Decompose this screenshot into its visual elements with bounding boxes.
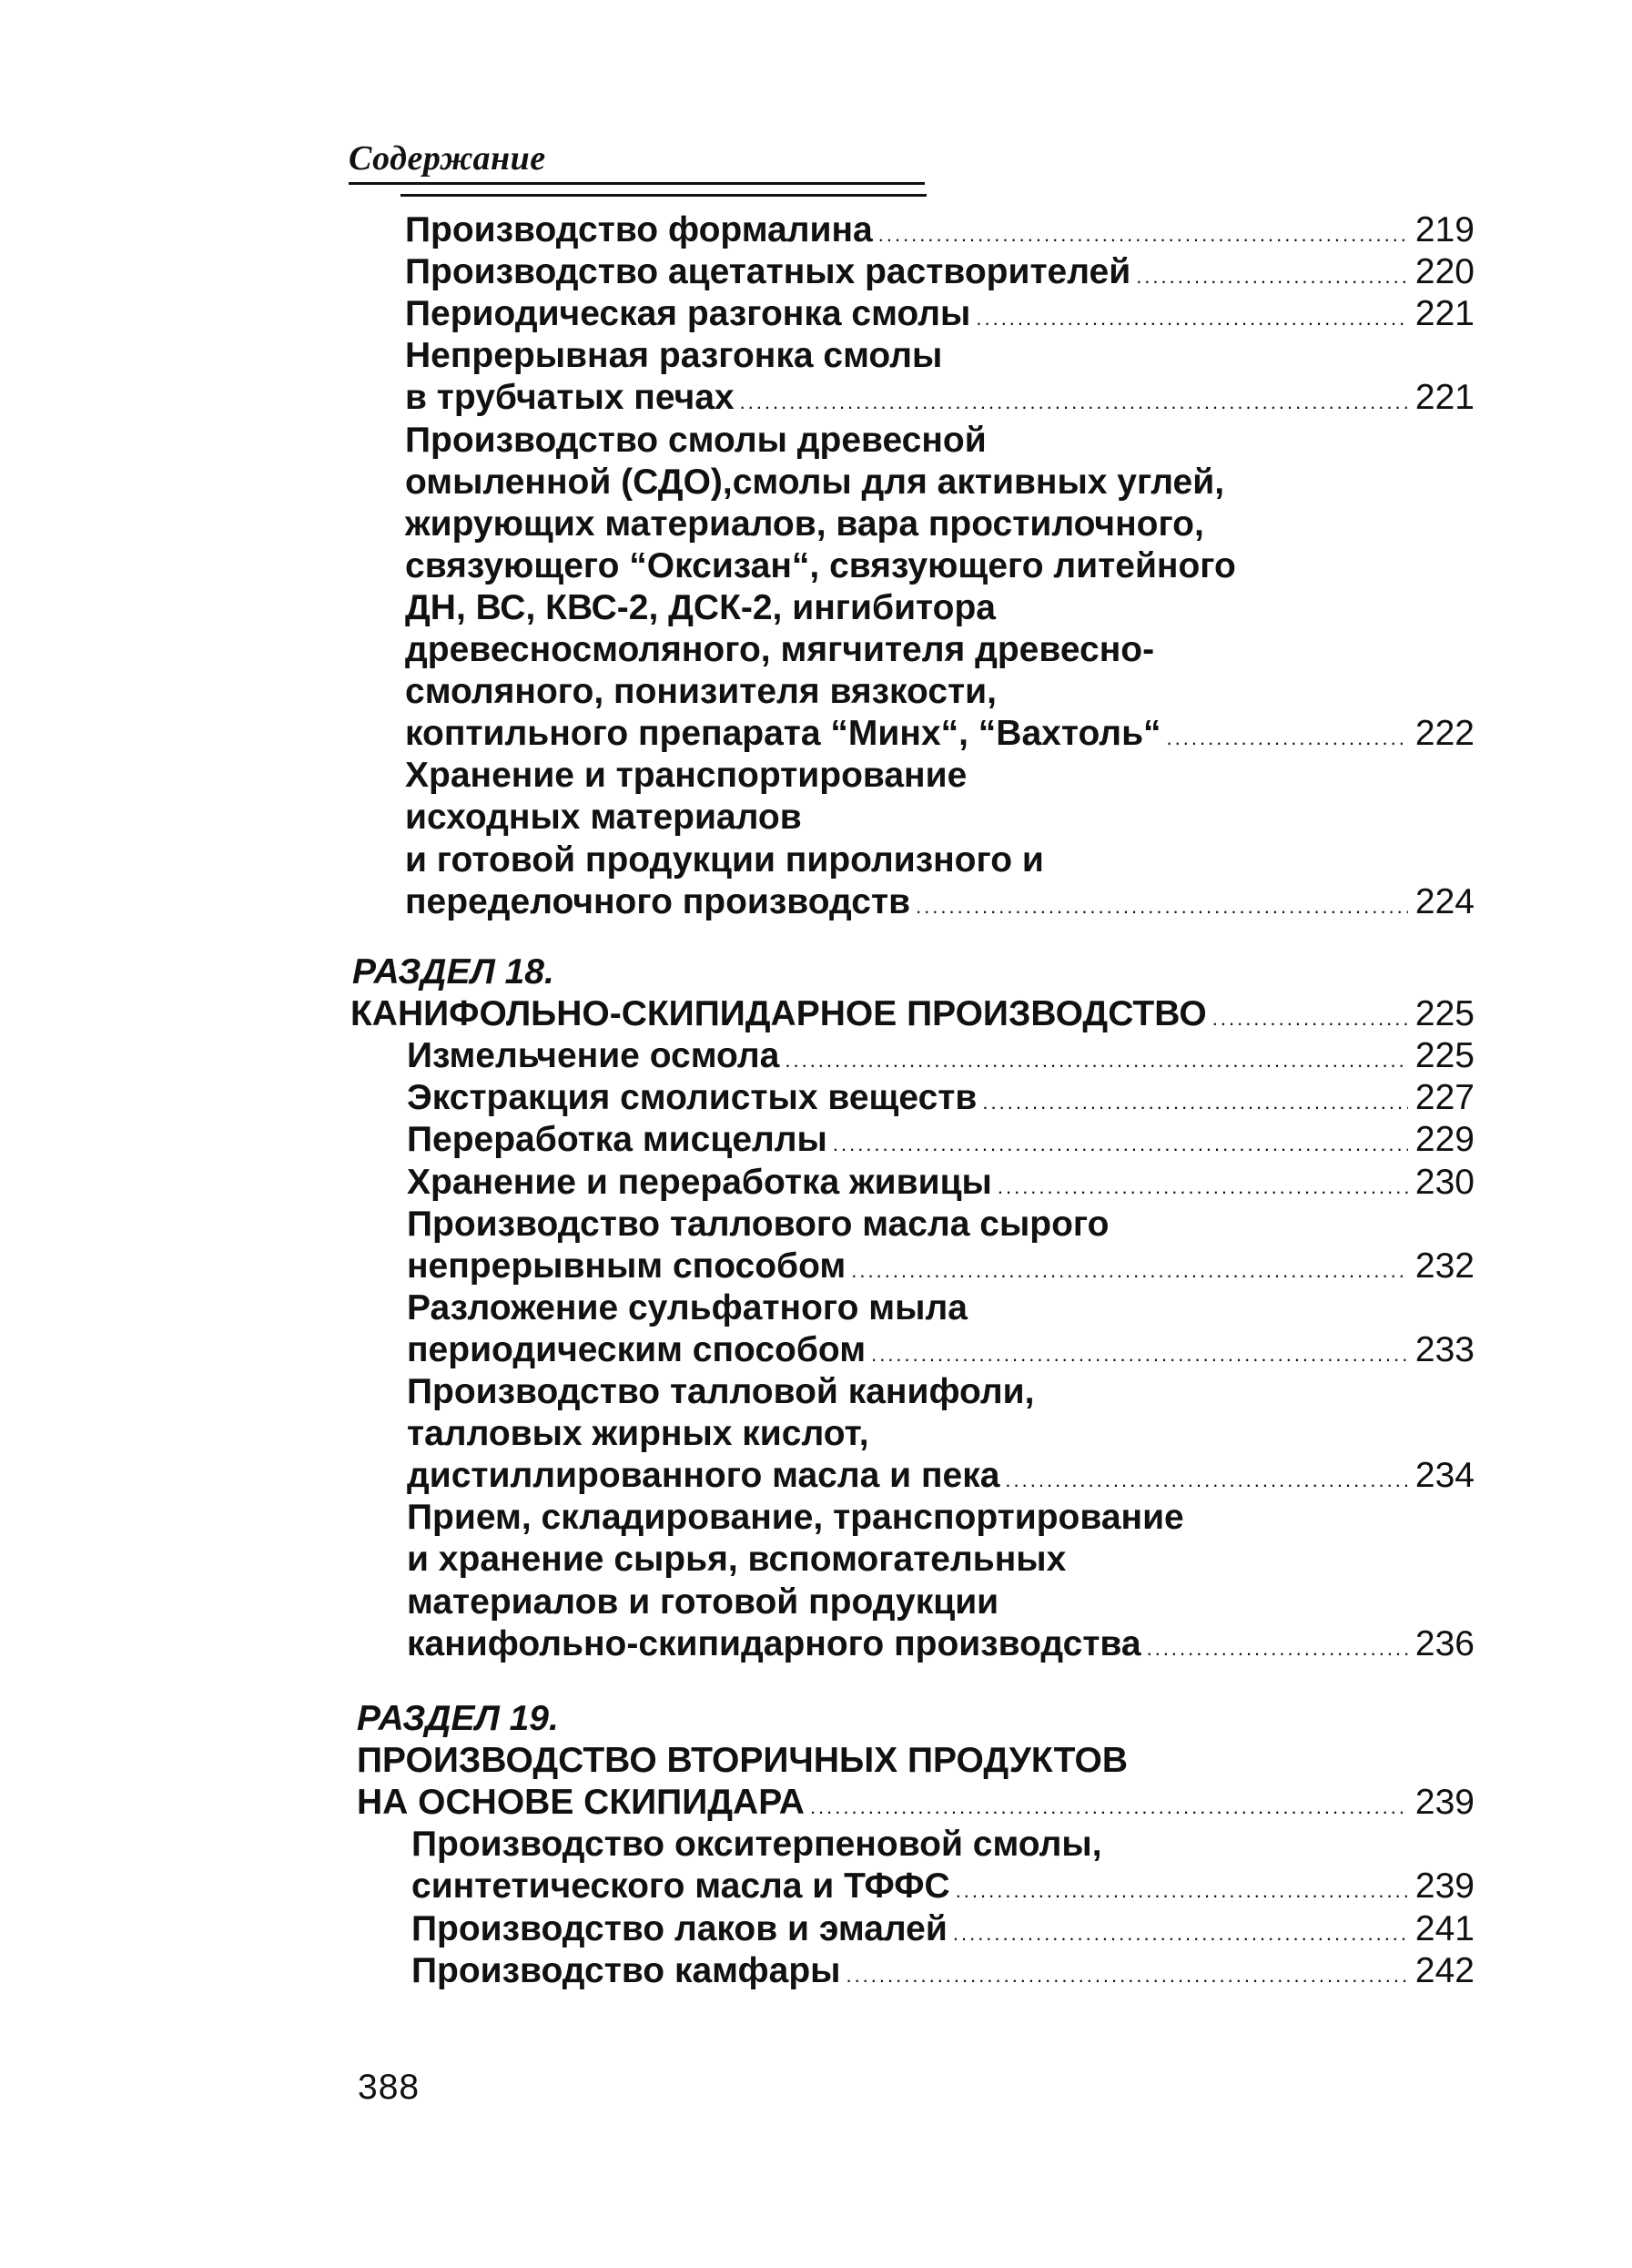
section-19-title: ПРОИЗВОДСТВО ВТОРИЧНЫХ ПРОДУКТОВ <box>357 1741 1129 1781</box>
toc-entry <box>407 1119 1475 1165</box>
entry-text: Прием, складирование, транспортирование <box>407 1498 1184 1538</box>
entry-text: ДН, ВС, КВС-2, ДСК-2, ингибитора <box>405 587 996 627</box>
toc-entry-line <box>405 462 1224 503</box>
entry-text: древесносмоляного, мягчителя древесно- <box>405 630 1155 669</box>
toc-entry <box>405 209 1475 256</box>
toc-entry-line <box>405 587 996 629</box>
dot-leader <box>976 298 1408 340</box>
toc-entry <box>407 1455 1475 1501</box>
entry-text: Производство формалина <box>405 210 873 249</box>
toc-entry-line <box>405 545 1236 587</box>
dot-leader <box>998 1166 1408 1208</box>
entry-text: Производство ацетатных растворителей <box>405 252 1131 292</box>
entry-text: в трубчатых печах <box>405 378 735 418</box>
entry-page-number: 229 <box>1414 1120 1475 1160</box>
section-18-title <box>350 993 1475 1040</box>
entry-text: Хранение и переработка живицы <box>407 1162 992 1202</box>
entry-text: материалов и готовой продукции <box>407 1581 999 1622</box>
entry-page-number: 230 <box>1414 1162 1475 1202</box>
entry-text: исходных материалов <box>405 798 802 838</box>
entry-text: Экстракция смолистых веществ <box>407 1078 978 1118</box>
entry-page-number: 220 <box>1414 252 1475 292</box>
toc-entry-line <box>405 503 1204 545</box>
entry-text: Производство лаков и эмалей <box>411 1908 948 1948</box>
dot-leader <box>851 1250 1408 1292</box>
toc-entry-line <box>407 1497 1184 1539</box>
toc-entry-line <box>407 1581 998 1623</box>
dot-leader <box>916 886 1408 928</box>
entry-page-number: 239 <box>1414 1783 1475 1823</box>
toc-entry-line <box>405 629 1154 671</box>
toc-entry-line <box>407 1539 1066 1581</box>
toc-entry <box>405 293 1475 340</box>
entry-text: Измельчение осмола <box>407 1036 780 1076</box>
entry-text: Производство смолы древесной <box>405 420 987 460</box>
entry-text: Производство камфары <box>411 1950 841 1990</box>
entry-text: КАНИФОЛЬНО-СКИПИДАРНОЕ ПРОИЗВОДСТВО <box>350 994 1207 1034</box>
section-19-label: РАЗДЕЛ 19. <box>357 1699 559 1738</box>
toc-entry-line <box>407 1287 968 1329</box>
entry-page-number: 241 <box>1414 1908 1475 1948</box>
entry-text: Хранение и транспортирование <box>405 756 968 796</box>
header-rule-bottom <box>400 194 927 197</box>
entry-text: Разложение сульфатного мыла <box>407 1287 968 1327</box>
entry-text: синтетического масла и ТФФС <box>411 1866 950 1907</box>
entry-text: канифольно-скипидарного производства <box>407 1623 1141 1663</box>
entry-page-number: 233 <box>1414 1329 1475 1369</box>
toc-entry <box>405 881 1475 928</box>
dot-leader <box>956 1870 1408 1912</box>
toc-entry-line <box>405 335 942 377</box>
dot-leader <box>878 214 1408 256</box>
dot-leader <box>833 1124 1408 1165</box>
dot-leader <box>740 381 1408 423</box>
dot-leader <box>1212 998 1408 1040</box>
toc-entry-line <box>405 839 1044 881</box>
toc-entry <box>405 251 1475 298</box>
entry-text: Производство таллового масла сырого <box>407 1204 1110 1244</box>
toc-entry <box>411 1950 1475 1997</box>
entry-page-number: 224 <box>1414 881 1475 921</box>
entry-text: и готовой продукции пиролизного и <box>405 839 1044 880</box>
entry-page-number: 234 <box>1414 1456 1475 1496</box>
section-19-title-end <box>357 1782 1475 1828</box>
toc-entry-line <box>411 1824 1102 1866</box>
entry-text: Производство талловой канифоли, <box>407 1372 1035 1411</box>
dot-leader <box>1136 256 1408 298</box>
toc-entry <box>407 1246 1475 1292</box>
entry-text: Переработка мисцеллы <box>407 1120 827 1160</box>
entry-text: и хранение сырья, вспомогательных <box>407 1540 1067 1580</box>
running-head: Содержание <box>349 139 546 178</box>
entry-page-number: 219 <box>1414 210 1475 249</box>
entry-text: дистиллированного масла и пека <box>407 1456 1000 1496</box>
entry-page-number: 225 <box>1414 994 1475 1034</box>
dot-leader <box>953 1913 1408 1955</box>
dot-leader <box>1167 717 1408 759</box>
entry-text: переделочного производств <box>405 881 911 921</box>
entry-text: омыленной (СДО),смолы для активных углей, <box>405 462 1225 502</box>
toc-entry <box>407 1623 1475 1670</box>
page-number: 388 <box>358 2068 421 2107</box>
entry-page-number: 239 <box>1414 1866 1475 1907</box>
toc-entry-line <box>407 1204 1110 1246</box>
toc-entry <box>407 1329 1475 1376</box>
toc-entry <box>411 1908 1475 1955</box>
entry-text: талловых жирных кислот, <box>407 1414 869 1454</box>
header-rule-top <box>349 182 925 185</box>
dot-leader <box>871 1334 1408 1376</box>
entry-text: связующего “Оксизан“, связующего литейного <box>405 545 1236 585</box>
entry-text: Производство окситерпеновой смолы, <box>411 1825 1102 1865</box>
entry-text: жирующих материалов, вара простилочного, <box>405 503 1204 544</box>
toc-entry-line <box>407 1413 869 1455</box>
dot-leader <box>846 1955 1407 1997</box>
toc-entry <box>411 1866 1475 1912</box>
entry-text: непрерывным способом <box>407 1246 846 1286</box>
dot-leader <box>810 1786 1408 1828</box>
entry-page-number: 242 <box>1414 1950 1475 1990</box>
dot-leader <box>1147 1628 1408 1670</box>
entry-text: Периодическая разгонка смолы <box>405 294 971 334</box>
entry-page-number: 221 <box>1414 378 1475 418</box>
toc-entry <box>405 377 1475 423</box>
entry-page-number: 225 <box>1414 1036 1475 1076</box>
toc-entry-line <box>405 671 997 713</box>
entry-page-number: 236 <box>1414 1623 1475 1663</box>
section-18-label: РАЗДЕЛ 18. <box>352 952 554 992</box>
entry-page-number: 221 <box>1414 294 1475 334</box>
entry-page-number: 227 <box>1414 1078 1475 1118</box>
entry-page-number: 232 <box>1414 1246 1475 1286</box>
dot-leader <box>1005 1459 1408 1501</box>
entry-text: коптильного препарата “Минх“, “Вахтоль“ <box>405 714 1161 754</box>
dot-leader <box>982 1082 1408 1124</box>
dot-leader <box>785 1040 1408 1082</box>
toc-entry <box>407 1077 1475 1124</box>
toc-entry-line <box>405 755 967 797</box>
toc-entry-line <box>407 1371 1035 1413</box>
entry-text: смоляного, понизителя вязкости, <box>405 672 997 712</box>
toc-entry <box>405 713 1475 759</box>
toc-entry <box>407 1162 1475 1208</box>
toc-entry-line <box>405 420 987 462</box>
entry-page-number: 222 <box>1414 714 1475 754</box>
entry-text: периодическим способом <box>407 1329 867 1369</box>
entry-text: НА ОСНОВЕ СКИПИДАРА <box>357 1783 805 1823</box>
entry-text: Непрерывная разгонка смолы <box>405 336 943 376</box>
toc-entry <box>407 1035 1475 1082</box>
toc-entry-line <box>405 797 802 839</box>
